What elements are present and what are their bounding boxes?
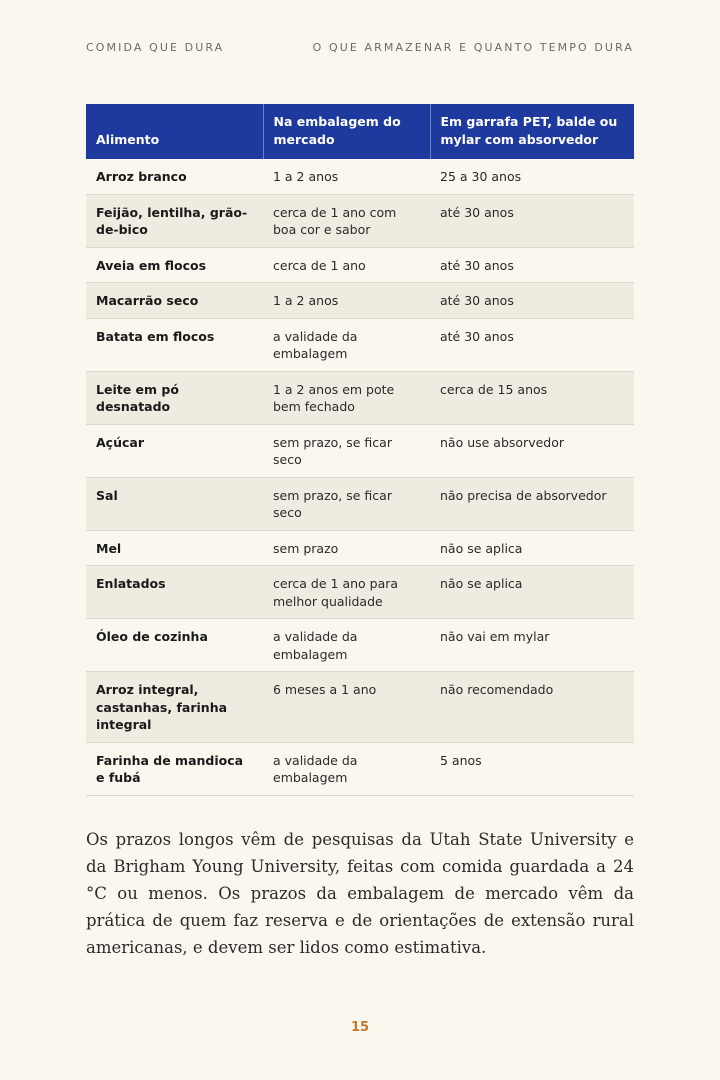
running-header bbox=[86, 41, 634, 54]
table-row bbox=[86, 477, 634, 530]
table-row bbox=[86, 247, 634, 283]
table-row bbox=[86, 159, 634, 194]
table-row bbox=[86, 424, 634, 477]
cell-long-term: não use absorvedor bbox=[430, 424, 634, 477]
page-number: 15 bbox=[350, 1020, 370, 1035]
cell-long-term: 5 anos bbox=[430, 742, 634, 795]
cell-food: Açúcar bbox=[86, 424, 263, 477]
cell-store-package: a validade da embalagem bbox=[263, 619, 430, 672]
table-row bbox=[86, 283, 634, 319]
cell-store-package: sem prazo, se ficar seco bbox=[263, 477, 430, 530]
cell-food: Feijão, lentilha, grão-de-bico bbox=[86, 194, 263, 247]
table-row bbox=[86, 742, 634, 795]
table-row bbox=[86, 371, 634, 424]
cell-food: Aveia em flocos bbox=[86, 247, 263, 283]
cell-store-package: cerca de 1 ano bbox=[263, 247, 430, 283]
cell-long-term: até 30 anos bbox=[430, 318, 634, 371]
cell-long-term: cerca de 15 anos bbox=[430, 371, 634, 424]
cell-food: Enlatados bbox=[86, 566, 263, 619]
cell-store-package: 1 a 2 anos em pote bem fechado bbox=[263, 371, 430, 424]
cell-long-term: não se aplica bbox=[430, 566, 634, 619]
cell-store-package: cerca de 1 ano para melhor qualidade bbox=[263, 566, 430, 619]
cell-food: Macarrão seco bbox=[86, 283, 263, 319]
table-row bbox=[86, 194, 634, 247]
cell-food: Farinha de mandioca e fubá bbox=[86, 742, 263, 795]
column-header-store-package: Na embalagem do mercado bbox=[263, 104, 430, 159]
column-header-long-term: Em garrafa PET, balde ou mylar com absorvedor bbox=[430, 104, 634, 159]
cell-food: Arroz branco bbox=[86, 159, 263, 194]
table-row bbox=[86, 672, 634, 743]
source-note: Os prazos longos vêm de pesquisas da Utah State University e da Brigham Young University, feitas com comida guardada a 24 °C ou menos. Os prazos da embalagem de mercado vêm da prática de quem faz reserva e de orientações de extensão rural americanas, e devem ser lidos como estimativa. bbox=[86, 830, 634, 957]
table-row bbox=[86, 566, 634, 619]
cell-long-term: não se aplica bbox=[430, 530, 634, 566]
cell-long-term: não recomendado bbox=[430, 672, 634, 743]
cell-long-term: não precisa de absorvedor bbox=[430, 477, 634, 530]
cell-store-package: a validade da embalagem bbox=[263, 742, 430, 795]
cell-food: Sal bbox=[86, 477, 263, 530]
cell-food: Óleo de cozinha bbox=[86, 619, 263, 672]
cell-long-term: até 30 anos bbox=[430, 283, 634, 319]
cell-store-package: 6 meses a 1 ano bbox=[263, 672, 430, 743]
table-row bbox=[86, 318, 634, 371]
cell-store-package: a validade da embalagem bbox=[263, 318, 430, 371]
table-row bbox=[86, 619, 634, 672]
cell-store-package: sem prazo, se ficar seco bbox=[263, 424, 430, 477]
table-header-row bbox=[86, 104, 634, 159]
column-header-food: Alimento bbox=[86, 104, 263, 159]
cell-long-term: não vai em mylar bbox=[430, 619, 634, 672]
cell-food: Leite em pó desnatado bbox=[86, 371, 263, 424]
table-row bbox=[86, 530, 634, 566]
cell-food: Arroz integral, castanhas, farinha integral bbox=[86, 672, 263, 743]
cell-food: Batata em flocos bbox=[86, 318, 263, 371]
cell-long-term: até 30 anos bbox=[430, 247, 634, 283]
cell-store-package: cerca de 1 ano com boa cor e sabor bbox=[263, 194, 430, 247]
storage-table bbox=[86, 104, 634, 796]
cell-store-package: sem prazo bbox=[263, 530, 430, 566]
table-body bbox=[86, 159, 634, 795]
cell-long-term: 25 a 30 anos bbox=[430, 159, 634, 194]
cell-food: Mel bbox=[86, 530, 263, 566]
cell-long-term: até 30 anos bbox=[430, 194, 634, 247]
cell-store-package: 1 a 2 anos bbox=[263, 159, 430, 194]
chapter-title: O QUE ARMAZENAR E QUANTO TEMPO DURA bbox=[312, 41, 634, 54]
cell-store-package: 1 a 2 anos bbox=[263, 283, 430, 319]
book-title: COMIDA QUE DURA bbox=[86, 41, 225, 54]
